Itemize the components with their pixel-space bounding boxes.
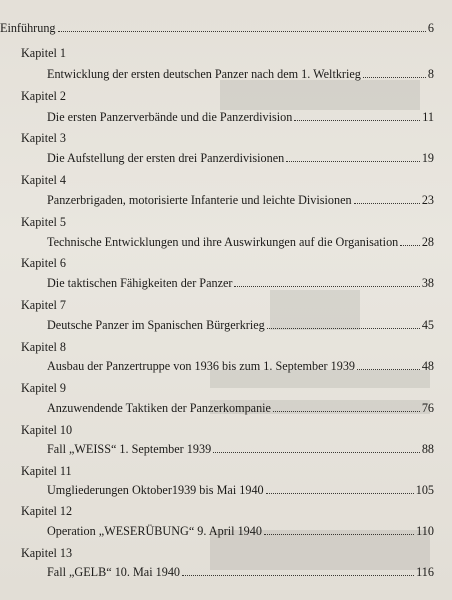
- entry-title: Ausbau der Panzertruppe von 1936 bis zum 1. September 1939: [47, 359, 356, 373]
- chapter-label: Kapitel 5: [21, 215, 67, 229]
- toc-entry: [47, 565, 434, 579]
- toc-entry: [47, 235, 434, 249]
- dot-leader: [58, 30, 426, 32]
- dot-leader: [286, 160, 420, 162]
- entry-title: Fall „WEISS“ 1. September 1939: [47, 442, 212, 456]
- dot-leader: [267, 327, 420, 329]
- entry-title: Umgliederungen Oktober1939 bis Mai 1940: [47, 483, 264, 497]
- chapter-label: Kapitel 11: [21, 464, 72, 478]
- entry-page: 23: [421, 193, 434, 207]
- toc-intro-page: 6: [427, 21, 434, 35]
- entry-title: Die Aufstellung der ersten drei Panzerdivisionen: [47, 151, 285, 165]
- toc-entry: [47, 151, 434, 165]
- toc-intro-row: [0, 21, 434, 35]
- entry-page: 19: [421, 151, 434, 165]
- toc-entry: [47, 110, 434, 124]
- chapter-label: Kapitel 6: [21, 256, 67, 270]
- dot-leader: [213, 451, 420, 453]
- chapter-label: Kapitel 8: [21, 340, 67, 354]
- entry-page: 48: [421, 359, 434, 373]
- entry-title: Entwicklung der ersten deutschen Panzer nach dem 1. Weltkrieg: [47, 67, 361, 81]
- chapter-label: Kapitel 12: [21, 504, 73, 518]
- chapter-label: Kapitel 9: [21, 381, 67, 395]
- entry-page: 105: [415, 483, 434, 497]
- entry-page: 88: [421, 442, 434, 456]
- toc-entry: [47, 483, 434, 497]
- entry-title: Panzerbrigaden, motorisierte Infanterie und leichte Divisionen: [47, 193, 352, 207]
- entry-title: Technische Entwicklungen und ihre Auswirkungen auf die Organisation: [47, 235, 399, 249]
- entry-title: Anzuwendende Taktiken der Panzerkompanie: [47, 401, 271, 415]
- entry-page: 28: [421, 235, 434, 249]
- dot-leader: [264, 533, 414, 535]
- chapter-label: Kapitel 3: [21, 131, 67, 145]
- dot-leader: [400, 244, 420, 246]
- toc-entry: [47, 276, 434, 290]
- entry-page: 45: [421, 318, 434, 332]
- entry-page: 8: [427, 67, 434, 81]
- toc-entry: [47, 401, 434, 415]
- entry-title: Operation „WESERÜBUNG“ 9. April 1940: [47, 524, 262, 538]
- toc-entry: [47, 193, 434, 207]
- dot-leader: [363, 76, 426, 78]
- entry-page: 110: [416, 524, 434, 538]
- entry-title: Fall „GELB“ 10. Mai 1940: [47, 565, 181, 579]
- toc-entry: [47, 318, 434, 332]
- toc-entry: [47, 442, 434, 456]
- dot-leader: [357, 368, 420, 370]
- chapter-label: Kapitel 7: [21, 298, 67, 312]
- dot-leader: [273, 410, 420, 412]
- entry-page: 116: [416, 565, 434, 579]
- dot-leader: [234, 285, 419, 287]
- entry-title: Die ersten Panzerverbände und die Panzerdivision: [47, 110, 293, 124]
- chapter-label: Kapitel 10: [21, 423, 73, 437]
- dot-leader: [266, 492, 414, 494]
- chapter-label: Kapitel 4: [21, 173, 67, 187]
- toc-entry: [47, 524, 434, 538]
- toc-entry: [47, 359, 434, 373]
- dot-leader: [182, 574, 414, 576]
- chapter-label: Kapitel 1: [21, 46, 67, 60]
- entry-title: Die taktischen Fähigkeiten der Panzer: [47, 276, 233, 290]
- entry-page: 11: [422, 110, 434, 124]
- dot-leader: [354, 202, 420, 204]
- entry-title: Deutsche Panzer im Spanischen Bürgerkrieg: [47, 318, 265, 332]
- entry-page: 38: [421, 276, 434, 290]
- chapter-label: Kapitel 13: [21, 546, 73, 560]
- toc-entry: [47, 67, 434, 81]
- chapter-label: Kapitel 2: [21, 89, 67, 103]
- toc-intro-title: Einführung: [0, 21, 56, 35]
- entry-page: 76: [421, 401, 434, 415]
- dot-leader: [294, 119, 420, 121]
